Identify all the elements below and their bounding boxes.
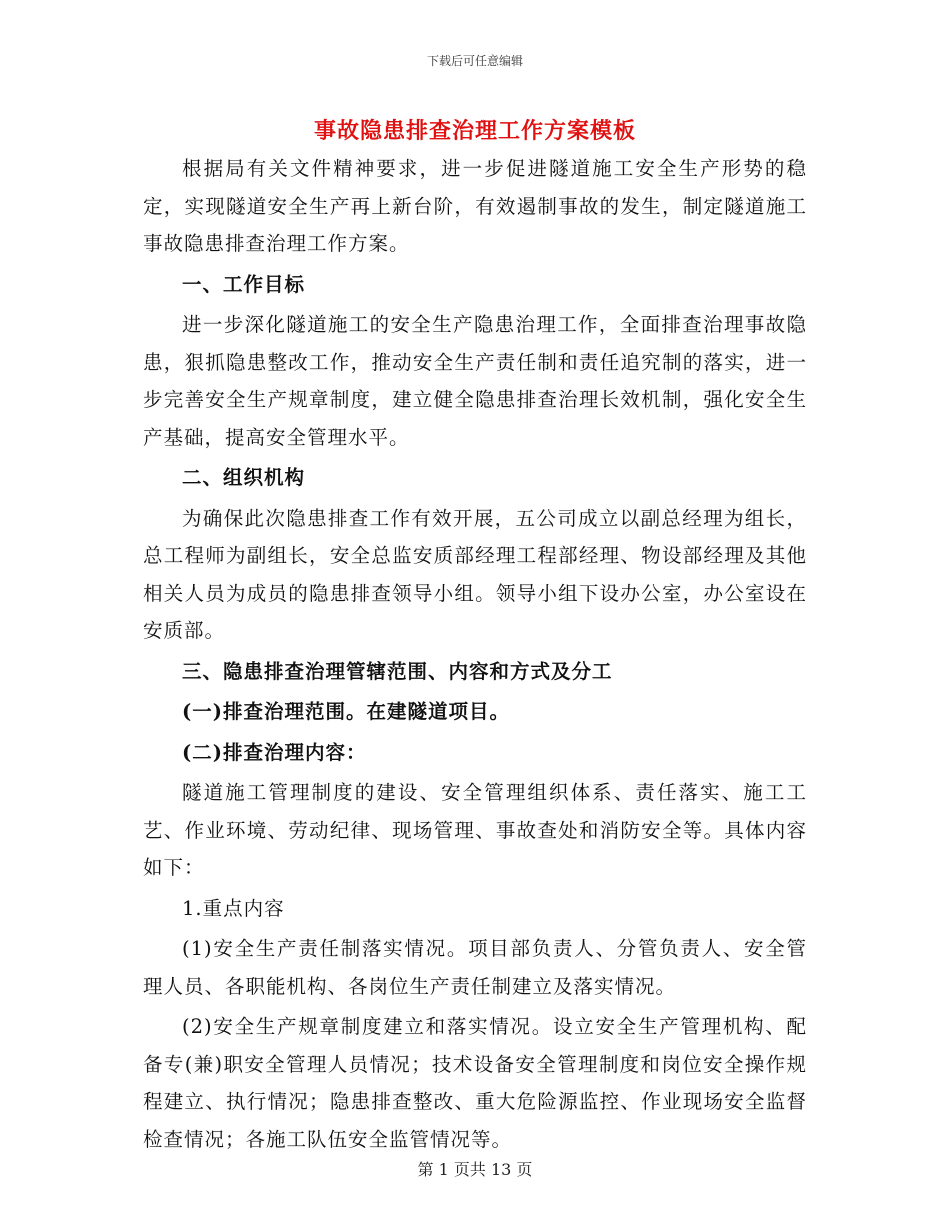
section-heading-organization: 二、组织机构 (182, 466, 306, 489)
content-paragraph: 隧道施工管理制度的建设、安全管理组织体系、责任落实、施工工艺、作业环境、劳动纪律、现场管理、事故查处和消防安全等。具体内容如下： (143, 781, 807, 879)
section-heading-goals: 一、工作目标 (182, 272, 306, 296)
document-title: 事故隐患排查治理工作方案模板 (313, 118, 636, 144)
header-note: 下载后可任意编辑 (426, 54, 523, 68)
subheading-scope: (一)排查治理范围。在建隧道项目。 (182, 700, 510, 723)
goals-paragraph: 进一步深化隧道施工的安全生产隐患治理工作，全面排查治理事故隐患，狠抓隐患整改工作，推动安全生产责任制和责任追究制的落实，进一步完善安全生产规章制度，建立健全隐患排查治理长效机制，强化安全生产基础，提高安全管理水平。 (143, 313, 807, 449)
document-body (143, 150, 807, 1158)
item-2-paragraph: (2)安全生产规章制度建立和落实情况。设立安全生产管理机构、配备专(兼)职安全管理人员情况；技术设备安全管理制度和岗位安全操作规程建立、执行情况；隐患排查整改、重大危险源监控、作业现场安全监督检查情况；各施工队伍安全监管情况等。 (143, 1015, 807, 1151)
item-1-paragraph: (1)安全生产责任制落实情况。项目部负责人、分管负责人、安全管理人员、各职能机构、各岗位生产责任制建立及落实情况。 (143, 937, 807, 998)
intro-paragraph: 根据局有关文件精神要求，进一步促进隧道施工安全生产形势的稳定，实现隧道安全生产再上新台阶，有效遏制事故的发生，制定隧道施工事故隐患排查治理工作方案。 (143, 157, 807, 255)
organization-paragraph: 为确保此次隐患排查工作有效开展，五公司成立以副总经理为组长，总工程师为副组长，安全总监安质部经理工程部经理、物设部经理及其他相关人员为成员的隐患排查领导小组。领导小组下设办公室，办公室设在安质部。 (143, 506, 807, 642)
page-number: 第 1 页共 13 页 (417, 1160, 533, 1179)
section-heading-scope: 三、隐患排查治理管辖范围、内容和方式及分工 (182, 659, 613, 683)
subheading-content: (二)排查治理内容： (182, 740, 367, 764)
key-content-label: 1.重点内容 (182, 896, 285, 920)
